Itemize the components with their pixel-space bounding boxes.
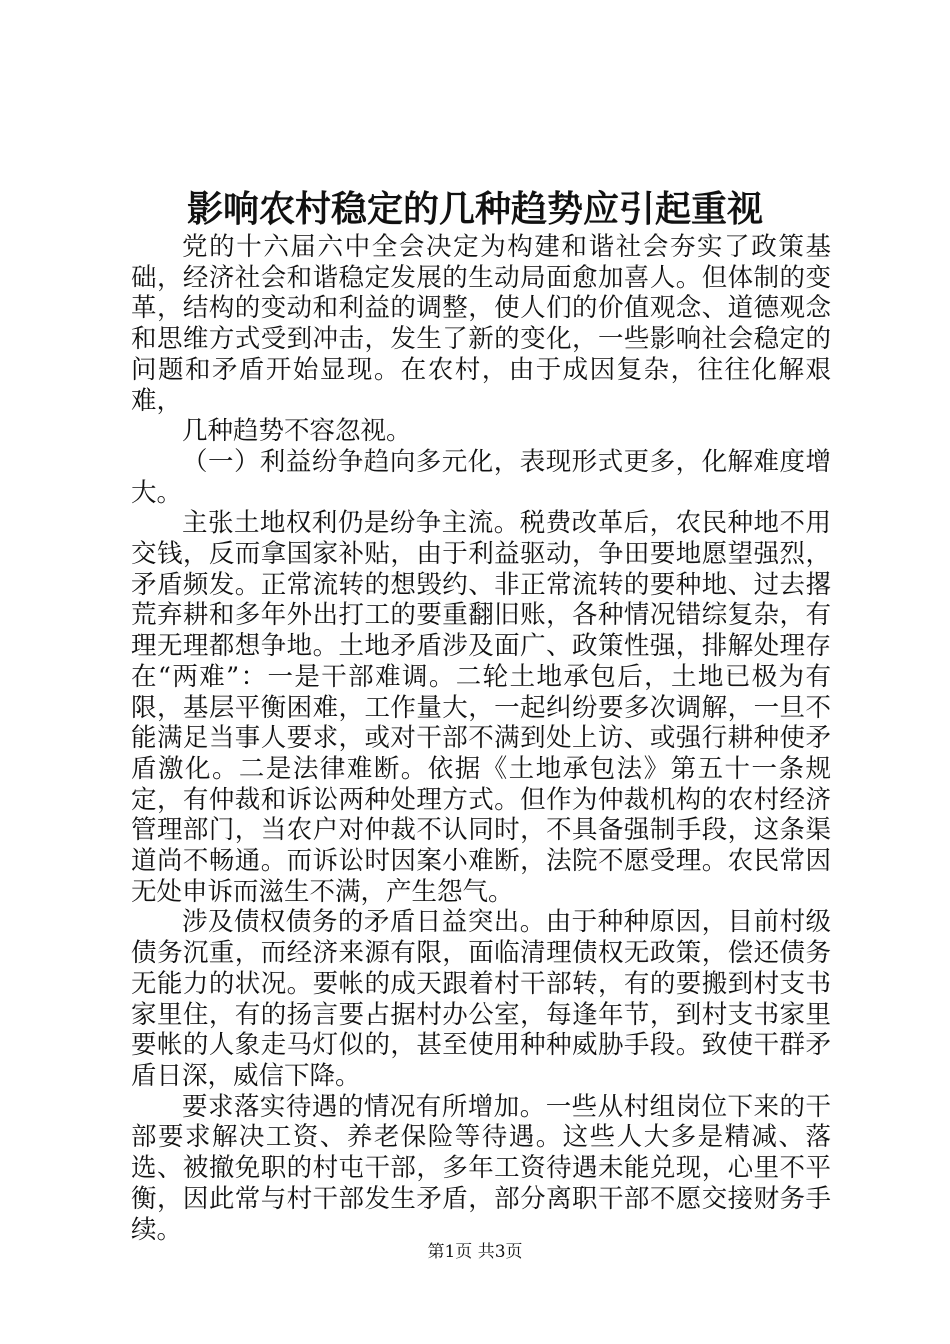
section-heading-1: （一）利益纷争趋向多元化，表现形式更多，化解难度增大。 — [131, 446, 831, 508]
document-body — [131, 232, 831, 1245]
paragraph-land-rights: 主张土地权利仍是纷争主流。税费改革后，农民种地不用交钱，反而拿国家补贴，由于利益驱动，争田要地愿望强烈，矛盾频发。正常流转的想毁约、非正常流转的要种地、过去撂荒弃耕和多年外出打工的要重翻旧账，各种情况错综复杂，有理无理都想争地。土地矛盾涉及面广、政策性强，排解处理存在“两难”：一是干部难调。二轮土地承包后，土地已极为有限，基层平衡困难，工作量大，一起纠纷要多次调解，一旦不能满足当事人要求，或对干部不满到处上访、或强行耕种使矛盾激化。二是法律难断。依据《土地承包法》第五十一条规定，有仲裁和诉讼两种处理方式。但作为仲裁机构的农村经济管理部门，当农户对仲裁不认同时，不具备强制手段，这条渠道尚不畅通。而诉讼时因案小难断，法院不愿受理。农民常因无处申诉而滋生不满，产生怨气。 — [131, 508, 831, 907]
page-footer: 第1页 共3页 — [427, 1242, 523, 1262]
paragraph-debts: 涉及债权债务的矛盾日益突出。由于种种原因，目前村级债务沉重，而经济来源有限，面临清理债权无政策，偿还债务无能力的状况。要帐的成天跟着村干部转，有的要搬到村支书家里住，有的扬言要占据村办公室，每逢年节，到村支书家里要帐的人象走马灯似的，甚至使用种种威胁手段。致使干群矛盾日深，威信下降。 — [131, 907, 831, 1091]
page-title: 影响农村稳定的几种趋势应引起重视 — [186, 188, 763, 230]
paragraph-intro: 党的十六届六中全会决定为构建和谐社会夯实了政策基础，经济社会和谐稳定发展的生动局面愈加喜人。但体制的变革，结构的变动和利益的调整，使人们的价值观念、道德观念和思维方式受到冲击，发生了新的变化，一些影响社会稳定的问题和矛盾开始显现。在农村，由于成因复杂，往往化解艰难， — [131, 232, 831, 416]
paragraph-trends: 几种趋势不容忽视。 — [182, 416, 412, 447]
paragraph-benefits: 要求落实待遇的情况有所增加。一些从村组岗位下来的干部要求解决工资、养老保险等待遇。这些人大多是精减、落选、被撤免职的村屯干部，多年工资待遇未能兑现，心里不平衡，因此常与村干部发生矛盾，部分离职干部不愿交接财务手续。 — [131, 1091, 831, 1245]
